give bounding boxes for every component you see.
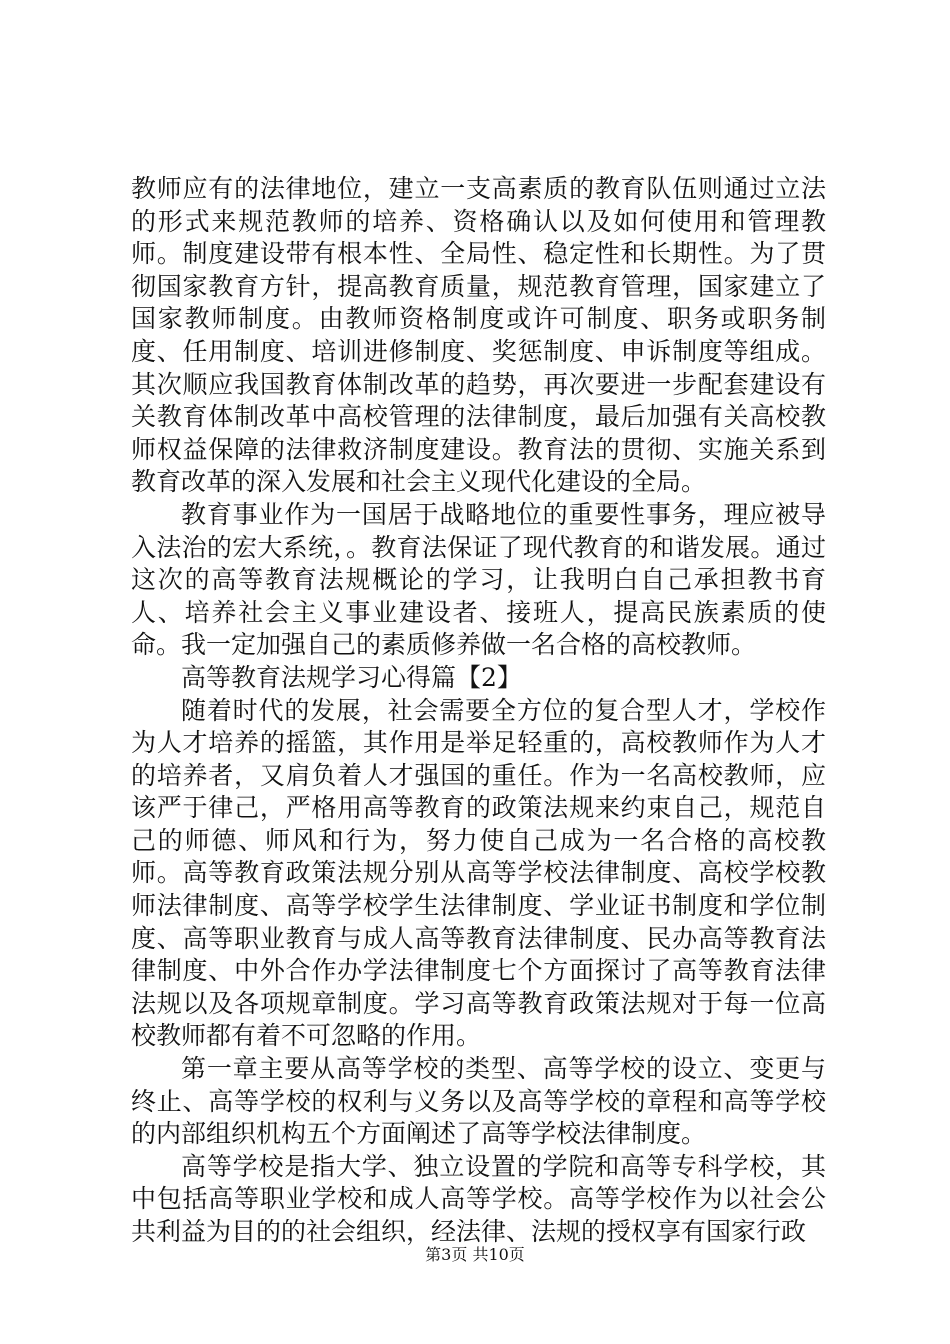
paragraph-1: 教师应有的法律地位，建立一支高素质的教育队伍则通过立法的形式来规范教师的培养、资格确认以及如何使用和管理教师。制度建设带有根本性、全局性、稳定性和长期性。为了贯彻国家教育方针，提高教育质量，规范教育管理，国家建立了国家教师制度。由教师资格制度或许可制度、职务或职务制度、任用制度、培训进修制度、奖惩制度、申诉制度等组成。其次顺应我国教育体制改革的趋势，再次要进一步配套建设有关教育体制改革中高校管理的法律制度，最后加强有关高校教师权益保障的法律救济制度建设。教育法的贯彻、实施关系到教育改革的深入发展和社会主义现代化建设的全局。 <box>131 174 826 497</box>
paragraph-3: 随着时代的发展，社会需要全方位的复合型人才，学校作为人才培养的摇篮，其作用是举足轻重的，高校教师作为人才的培养者，又肩负着人才强国的重任。作为一名高校教师，应该严于律己，严格用高等教育的政策法规来约束自己，规范自己的师德、师风和行为，努力使自己成为一名合格的高校教师。高等教育政策法规分别从高等学校法律制度、高校学校教师法律制度、高等学校学生法律制度、学业证书制度和学位制度、高等职业教育与成人高等教育法律制度、民办高等教育法律制度、中外合作办学法律制度七个方面探讨了高等教育法律法规以及各项规章制度。学习高等教育政策法规对于每一位高校教师都有着不可忽略的作用。 <box>131 695 826 1051</box>
section-heading: 高等教育法规学习心得篇【2】 <box>181 662 522 692</box>
paragraph-5: 高等学校是指大学、独立设置的学院和高等专科学校，其中包括高等职业学校和成人高等学校。高等学校作为以社会公共利益为目的的社会组织，经法律、法规的授权享有国家行政 <box>131 1151 826 1246</box>
paragraph-2: 教育事业作为一国居于战略地位的重要性事务，理应被导入法治的宏大系统，。教育法保证了现代教育的和谐发展。通过这次的高等教育法规概论的学习，让我明白自己承担教书育人、培养社会主义事业建设者、接班人，提高民族素质的使命。我一定加强自己的素质修养做一名合格的高校教师。 <box>131 499 826 660</box>
paragraph-4: 第一章主要从高等学校的类型、高等学校的设立、变更与终止、高等学校的权利与义务以及高等学校的章程和高等学校的内部组织机构五个方面阐述了高等学校法律制度。 <box>131 1054 826 1149</box>
page-footer: 第3页 共10页 <box>425 1245 525 1264</box>
document-body <box>131 173 826 1249</box>
